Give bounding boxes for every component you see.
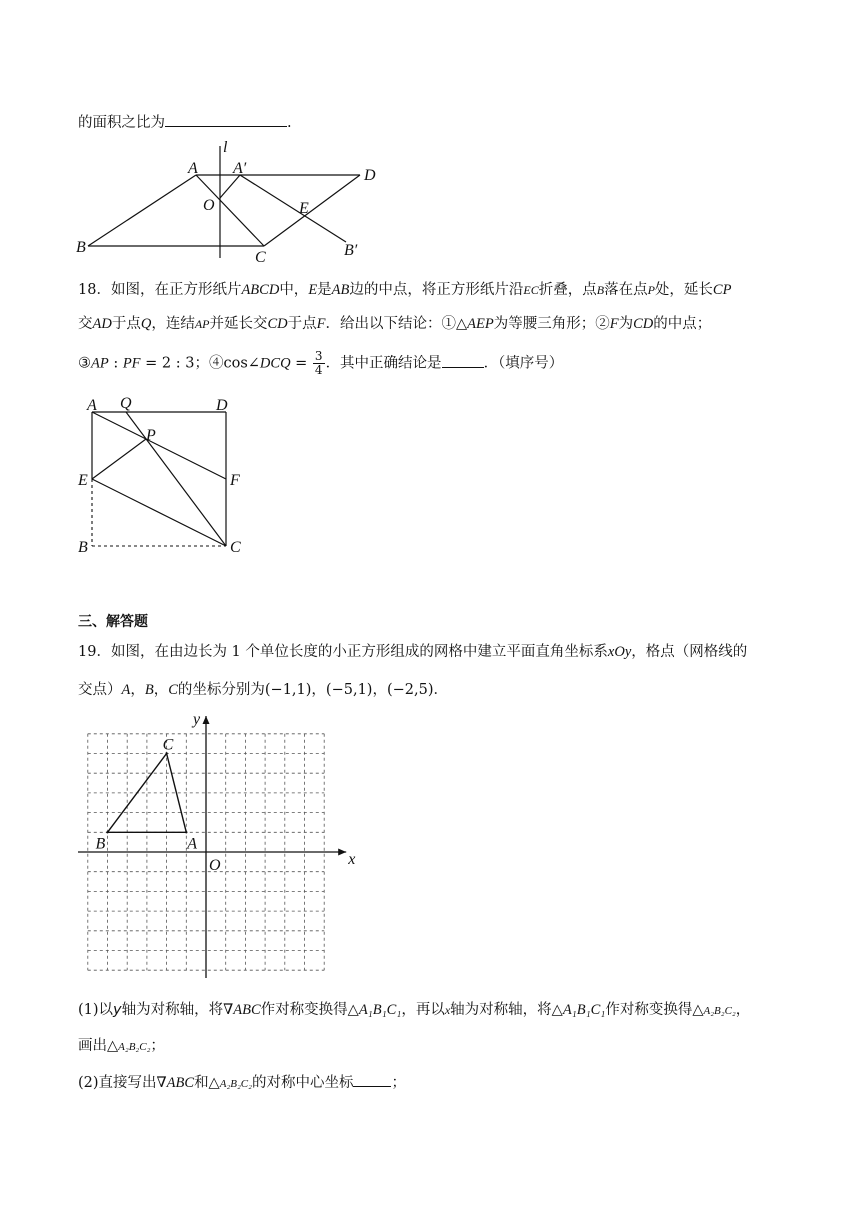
label-B: B [95,835,106,853]
segment-Aprime-O [220,175,240,198]
segment-BA [88,175,196,246]
segment-EP [92,439,146,479]
label-B: B [76,239,86,256]
q17-answer-blank[interactable] [165,112,287,127]
segment-Aprime-Bprime [240,175,346,242]
part-2-answer-blank[interactable] [353,1072,391,1087]
y-axis-arrow [203,716,210,724]
q18-line-2: 交AD于点Q，连结AP并延长交CD于点F．给出以下结论：①△AEP为等腰三角形；②F为CD的中点； [78,316,712,332]
label-D: D [364,167,376,184]
q18-line-3: ③AP : PF = 2 : 3；④cos∠DCQ = $\frac{3}{4}$ ．其中正确结论是 ．（填序号） [78,349,564,377]
label-D: D [216,397,228,414]
label-l: l [223,139,228,156]
label-A: A [187,835,198,853]
label-C: C [230,539,241,556]
label-B-prime: B′ [344,242,358,259]
part-2-line: (2)直接写出∇ABC和△A₂B₂C₂的对称中心坐标 ； [78,1072,406,1094]
section-heading: 三、解答题 [78,614,148,630]
y-axis-label: y [193,711,201,728]
axes [78,716,346,978]
label-E: E [78,472,88,489]
figure-17 [70,138,390,268]
label-Q: Q [120,395,132,412]
label-F: F [230,472,240,489]
label-B: B [78,539,88,556]
segment-EC [92,479,226,546]
x-axis-arrow [338,849,346,856]
label-C: C [162,736,174,754]
label-C: C [255,249,266,266]
q19-line-2: 交点）A，B，C的坐标分别为(−1,1)，(−5,1)，(−2,5)． [78,682,448,698]
part-1-line-2: 画出△A₂B₂C₂； [78,1038,165,1054]
q18-answer-blank[interactable] [442,353,484,368]
q19-line-1: 19．如图，在由边长为 1 个单位长度的小正方形组成的网格中建立平面直角坐标系xOy，格点（网格线的 [78,644,748,660]
origin-label: O [209,857,221,874]
label-P: P [146,427,156,444]
point-B [106,831,108,833]
q18-line-1: 18．如图，在正方形纸片ABCD中，E是AB边的中点，将正方形纸片沿EC折叠，点B落在点P处，延长CP [78,282,732,298]
label-A: A [87,397,97,414]
label-E: E [299,200,309,217]
figure-18 [70,392,260,562]
q17-text: 的面积之比为 [78,115,165,131]
part-1-line-1: (1)以y轴为对称轴，将∇ABC作对称变换得△A₁B₁C₁，再以x轴为对称轴，将△A₁B₁C₁作对称变换得△A₂B₂C₂， [78,1002,751,1018]
segment-QC [126,412,226,546]
q17-answer-line: 的面积之比为 . [78,112,292,133]
label-A-prime: A′ [233,160,247,177]
segment-AF [92,412,226,479]
label-O: O [203,197,215,214]
point-A [185,831,187,833]
fraction-3-4: $\frac{3}{4}$ [314,349,323,377]
x-axis-label: x [348,851,356,868]
coordinate-grid-figure [70,710,360,985]
label-A: A [188,160,198,177]
segment-CD [264,175,360,246]
